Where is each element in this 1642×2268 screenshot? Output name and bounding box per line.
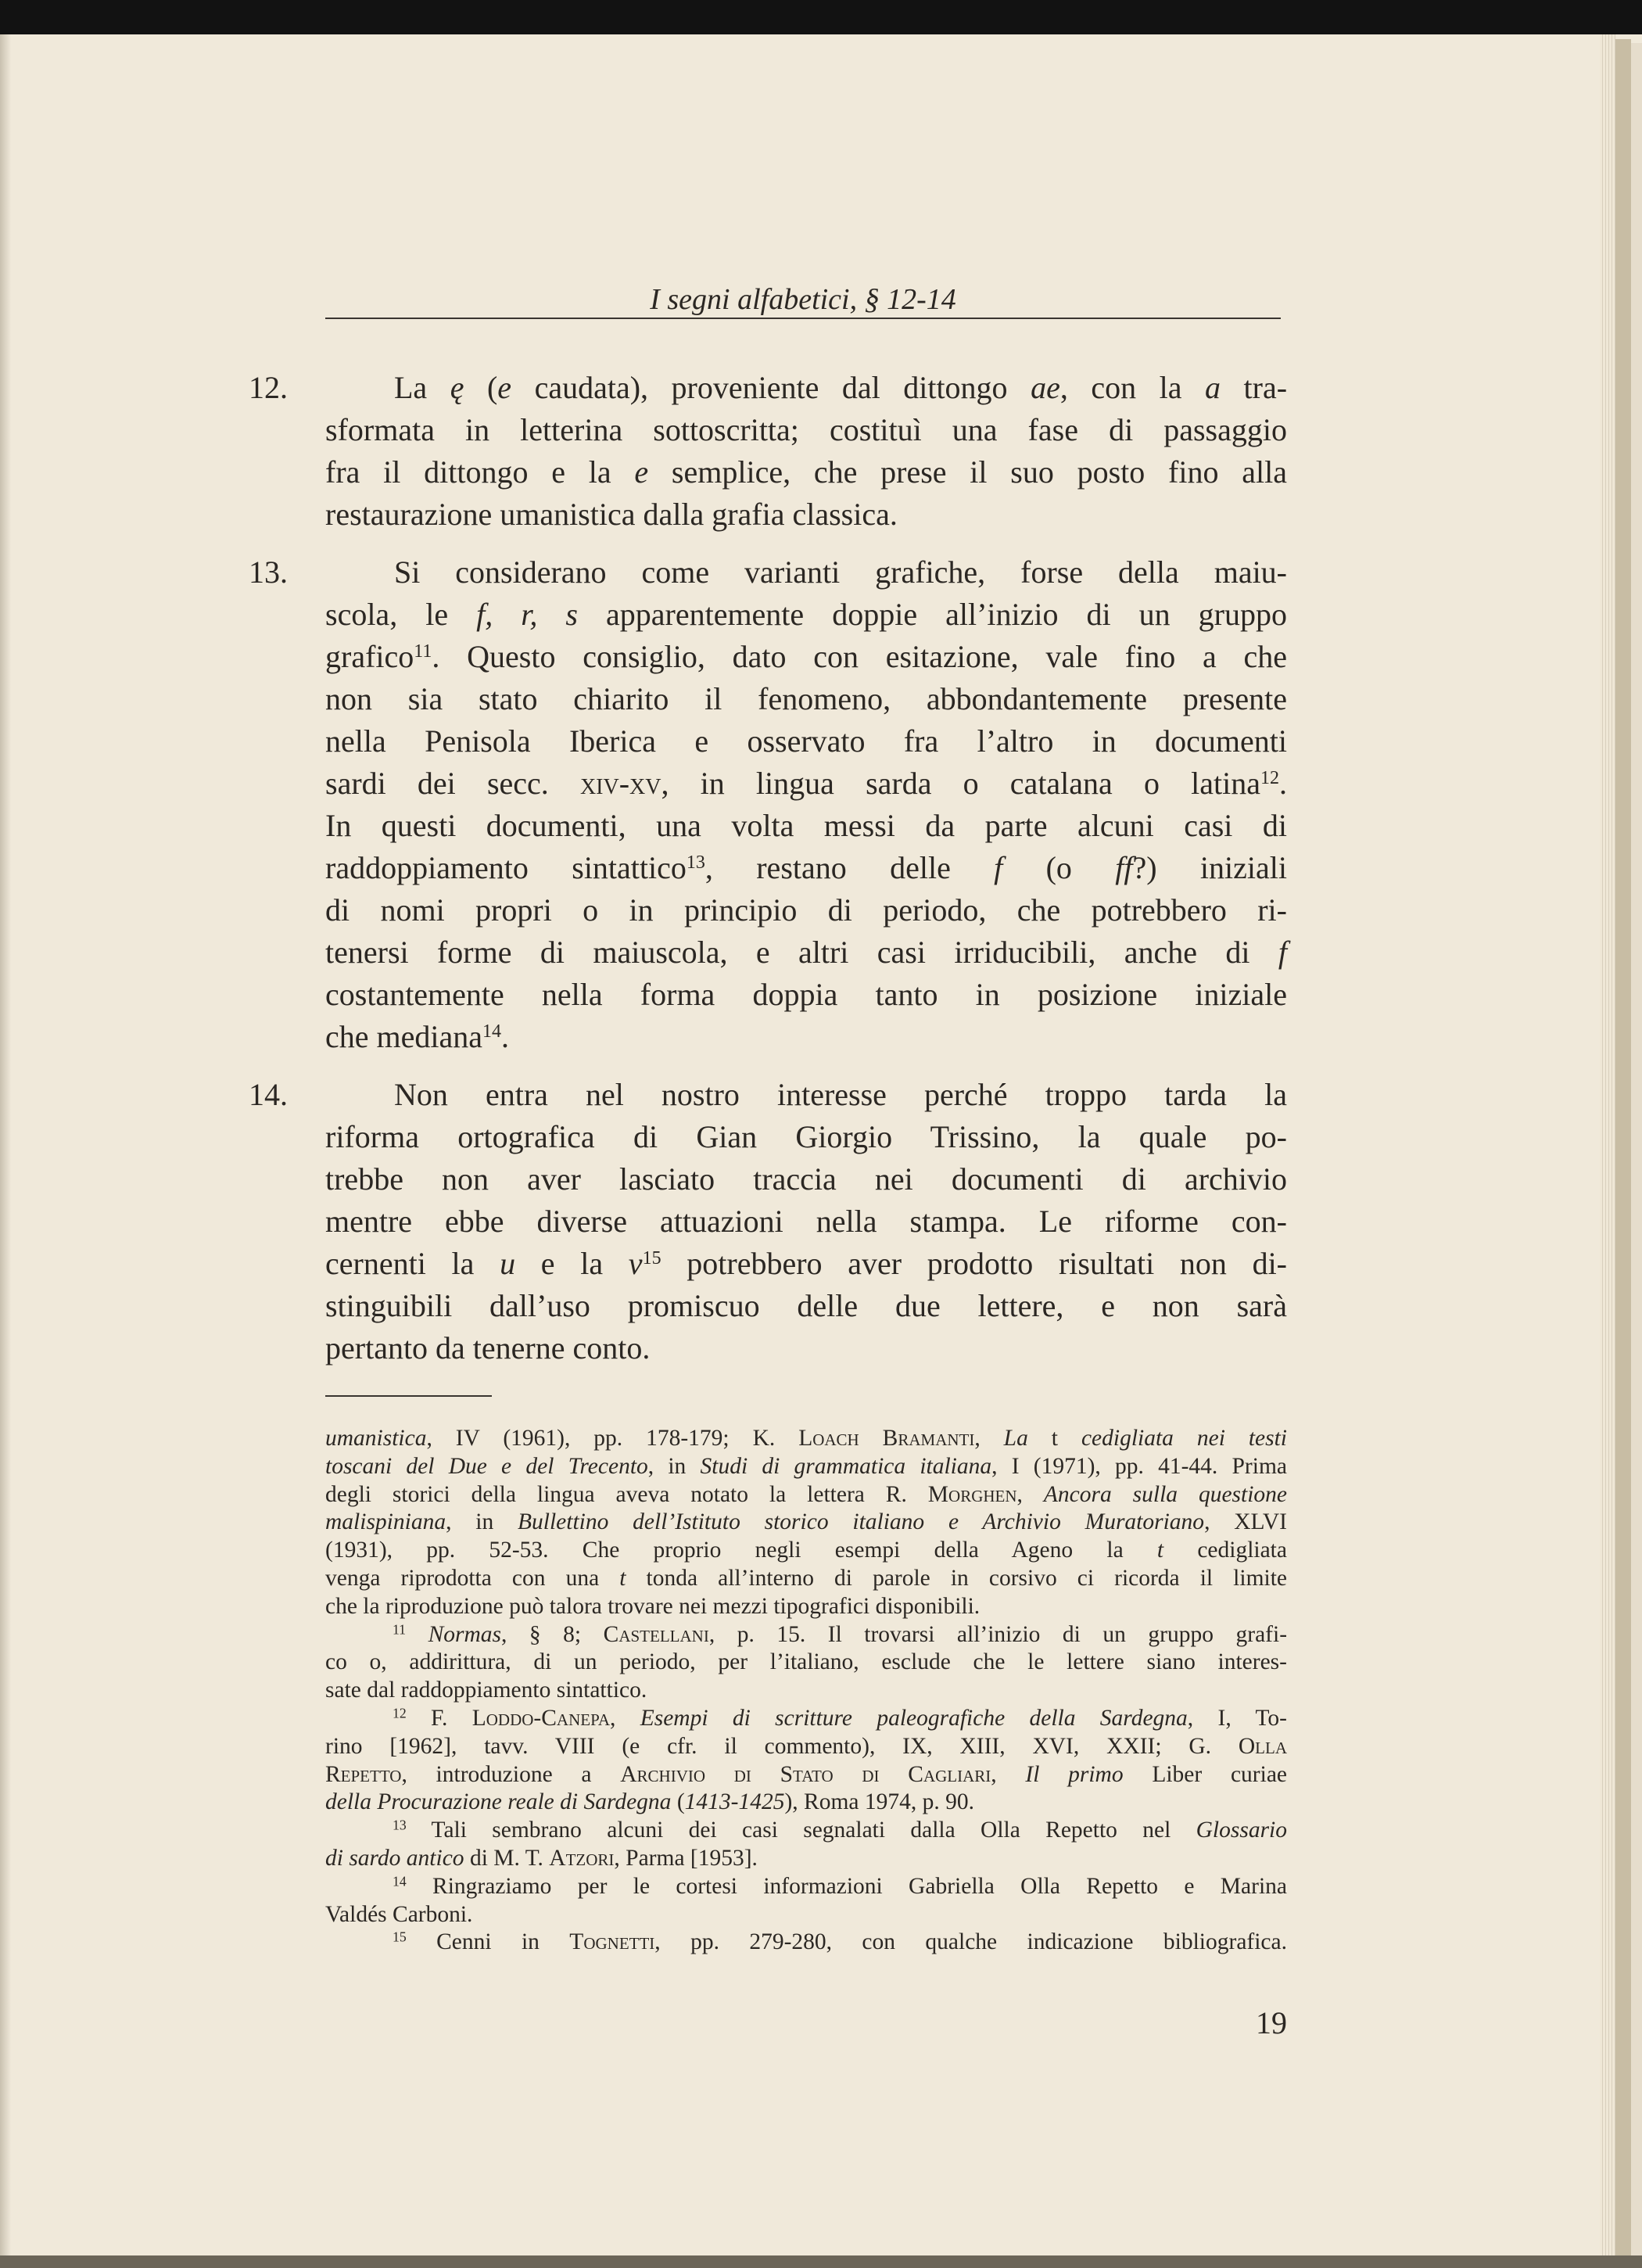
text-line (325, 1200, 1287, 1243)
text-run: , introduzione a (401, 1761, 621, 1787)
text-run: restaurazione umanistica dalla grafia classica. (325, 497, 898, 532)
paragraph-number: 14. (249, 1077, 288, 1112)
smallcaps-run: Castellani (603, 1621, 709, 1647)
footnote-line (325, 1705, 1287, 1733)
text-line (325, 1158, 1287, 1200)
footnote-ref: 15 (642, 1247, 661, 1269)
text-run: Si considerano come varianti grafiche, forse della maiu- (394, 554, 1287, 590)
smallcaps-run: Olla (1238, 1733, 1287, 1759)
italic-run: ę (450, 370, 464, 405)
italic-run: 1413-1425 (684, 1789, 785, 1815)
scan-bottom-border (0, 2255, 1642, 2268)
footnote (325, 1873, 1287, 1929)
text-line (325, 720, 1287, 763)
italic-run: ae (1031, 370, 1060, 405)
italic-run: f (994, 850, 1003, 885)
italic-run: Normas (428, 1621, 502, 1647)
text-run: stinguibili dall’uso promiscuo delle due lettere, e non sarà (325, 1288, 1287, 1323)
text-line (325, 1243, 1287, 1285)
text-run: , (974, 1426, 1004, 1451)
text-run: Cenni in (406, 1929, 570, 1955)
text-run: non sia stato chiarito il fenomeno, abbondantemente presente (325, 681, 1287, 716)
text-run: , in lingua sarda o catalana o latina (661, 766, 1260, 801)
text-run: , restano delle (704, 850, 995, 885)
text-line (325, 847, 1287, 889)
text-run: sate dal raddoppiamento sintattico. (325, 1678, 647, 1703)
text-run: Valdés Carboni. (325, 1901, 473, 1927)
footnote-line (325, 1677, 1287, 1705)
text-run: Tali sembrano alcuni dei casi segnalati dalla Olla Repetto nel (406, 1818, 1196, 1843)
italic-run: Glossario (1196, 1818, 1287, 1843)
smallcaps-run: Atzori (549, 1845, 615, 1871)
text-run: apparentemente doppie all’inizio di un gruppo (577, 597, 1287, 632)
text-run: ( (671, 1789, 685, 1815)
footnote-line (325, 1649, 1287, 1677)
italic-run: di sardo antico (325, 1845, 464, 1871)
footnote-separator (325, 1395, 492, 1397)
italic-run: Studi di grammatica italiana (700, 1453, 992, 1479)
text-run: co o, addirittura, di un periodo, per l’italiano, esclude che le lettere siano interes- (325, 1649, 1287, 1675)
text-run: ( (464, 370, 498, 405)
footnote-ref: 14 (393, 1873, 407, 1889)
paragraph-13 (249, 551, 1289, 1058)
text-run: riforma ortografica di Gian Giorgio Trissino, la quale po- (325, 1119, 1287, 1154)
text-run: , pp. 279-280, con qualche indicazione bibliografica. (654, 1929, 1287, 1955)
footnote-line (325, 1789, 1287, 1817)
page-gutter-shadow (0, 34, 11, 2255)
footnote-ref: 13 (393, 1817, 407, 1833)
text-run: ), Roma 1974, p. 90. (784, 1789, 975, 1815)
italic-run: La (1003, 1426, 1028, 1451)
footnote-line (325, 1817, 1287, 1845)
text-line (325, 594, 1287, 636)
footnote-line (325, 1537, 1287, 1565)
text-run: , in (647, 1453, 701, 1479)
footnote-line (325, 1873, 1287, 1901)
text-line (325, 493, 1287, 536)
footnote-line (325, 1929, 1287, 1957)
footnote-ref: 11 (393, 1620, 407, 1637)
text-run: , Parma [1953]. (614, 1845, 758, 1871)
text-run: (o (1002, 850, 1116, 885)
page-stack-edges (1600, 34, 1615, 2255)
text-line (325, 451, 1287, 493)
italic-run: ff (1115, 850, 1133, 885)
text-run: grafico (325, 639, 414, 674)
header-rule (325, 318, 1281, 319)
italic-run: della Procurazione reale di Sardegna (325, 1789, 672, 1815)
text-run: , XLVI (1204, 1509, 1287, 1535)
text-line (325, 1116, 1287, 1158)
text-line (325, 636, 1287, 678)
italic-run: toscani del Due e del Trecento (325, 1453, 648, 1479)
text-run: (1931), pp. 52-53. Che proprio negli esempi della Ageno la (325, 1538, 1157, 1563)
text-line (325, 367, 1287, 409)
footnote-line (325, 1733, 1287, 1761)
text-run: degli storici della lingua aveva notato la lettera R. (325, 1481, 928, 1507)
text-run: , in (446, 1509, 518, 1535)
text-run: raddoppiamento sintattico (325, 850, 687, 885)
text-run: costantemente nella forma doppia tanto in posizione iniziale (325, 977, 1287, 1012)
text-run: sformata in letterina sottoscritta; costituì una fase di passaggio (325, 412, 1287, 447)
text-run: , p. 15. Il trovarsi all’inizio di un gruppo grafi- (708, 1621, 1288, 1647)
smallcaps-run: Tognetti (569, 1929, 655, 1955)
text-line (325, 1285, 1287, 1327)
smallcaps-run: Archivio di Stato di Cagliari (620, 1761, 991, 1787)
italic-run: malispiniana (325, 1509, 446, 1535)
footnote-ref: 11 (414, 641, 432, 662)
text-run: venga riprodotta con una (325, 1565, 620, 1591)
text-run: di M. T. (464, 1845, 550, 1871)
text-run: , (610, 1705, 640, 1731)
italic-run: e (497, 370, 512, 405)
text-run: trebbe non aver lasciato traccia nei documenti di archivio (325, 1161, 1287, 1197)
paragraph-14 (249, 1074, 1289, 1369)
text-line (325, 1327, 1287, 1369)
italic-run: Ancora sulla questione (1043, 1481, 1288, 1507)
main-text (249, 367, 1289, 1385)
book-cover-outer (1631, 43, 1642, 2255)
footnote (325, 1817, 1287, 1873)
smallcaps-run: Repetto (325, 1761, 402, 1787)
footnote-line (325, 1901, 1287, 1929)
text-run (406, 1622, 428, 1647)
text-line (325, 1016, 1287, 1058)
text-run: rino [1962], tavv. VIII (e cfr. il commento), IX, XIII, XVI, XXII; G. (325, 1733, 1239, 1759)
text-run: Ringraziamo per le cortesi informazioni Gabriella Olla Repetto e Marina (406, 1873, 1287, 1899)
text-run: che mediana (325, 1019, 482, 1054)
paragraph-number: 12. (249, 370, 288, 405)
text-line (325, 974, 1287, 1016)
text-run: tonda all’interno di parole in corsivo ci ricorda il limite (626, 1565, 1288, 1591)
text-run: , I (1971), pp. 41-44. Prima (991, 1453, 1287, 1479)
text-run: t (1027, 1426, 1081, 1451)
text-run: . (501, 1019, 509, 1054)
smallcaps-run: Loach Bramanti (798, 1426, 975, 1451)
italic-run: cedigliata nei testi (1081, 1426, 1287, 1451)
text-run: Non entra nel nostro interesse perché troppo tarda la (394, 1077, 1287, 1112)
text-line (325, 678, 1287, 720)
italic-run: a (1205, 370, 1221, 405)
text-run: In questi documenti, una volta messi da parte alcuni casi di (325, 808, 1287, 843)
text-line (325, 889, 1287, 931)
smallcaps-run: xiv-xv (579, 766, 661, 801)
text-run: potrebbero aver prodotto risultati non di- (661, 1246, 1288, 1281)
footnotes (325, 1425, 1287, 1957)
footnote (325, 1929, 1287, 1957)
text-run: tenersi forme di maiuscola, e altri casi irriducibili, anche di (325, 935, 1278, 970)
italic-run: t (1156, 1538, 1164, 1563)
footnote-line (325, 1453, 1287, 1481)
text-run: cedigliata (1163, 1538, 1287, 1563)
text-line (325, 805, 1287, 847)
footnote-line (325, 1621, 1287, 1649)
italic-run: f (1278, 935, 1287, 970)
text-run: . (1279, 766, 1287, 801)
italic-run: umanistica (325, 1426, 427, 1451)
text-line (325, 409, 1287, 451)
text-line (325, 551, 1287, 594)
page-number: 19 (1256, 2005, 1287, 2040)
footnote-line (325, 1481, 1287, 1509)
footnote (325, 1425, 1287, 1621)
running-header: I segni alfabetici, § 12-14 (650, 283, 956, 316)
footnote-ref: 13 (686, 852, 705, 873)
text-line (325, 931, 1287, 974)
text-run: , IV (1961), pp. 178-179; K. (426, 1426, 799, 1451)
text-run: , (991, 1761, 1026, 1787)
text-run: , § 8; (501, 1621, 604, 1647)
paragraph-12 (249, 367, 1289, 536)
footnote-line (325, 1593, 1287, 1621)
footnote-line (325, 1565, 1287, 1593)
text-run: scola, le (325, 597, 477, 632)
footnote-ref: 15 (393, 1929, 407, 1945)
text-run: di nomi propri o in principio di periodo, che potrebbero ri- (325, 892, 1287, 928)
text-run: , I, To- (1187, 1705, 1288, 1731)
text-run: pertanto da tenerne conto. (325, 1330, 651, 1365)
footnote-line (325, 1845, 1287, 1873)
italic-run: e (634, 454, 649, 490)
text-run: mentre ebbe diverse attuazioni nella stampa. Le riforme con- (325, 1204, 1287, 1239)
italic-run: Esempi di scritture paleografiche della Sardegna (640, 1705, 1188, 1731)
footnote-ref: 12 (1260, 767, 1279, 788)
text-run: semplice, che prese il suo posto fino alla (648, 454, 1287, 490)
text-run: , con la (1059, 370, 1205, 405)
footnote-line (325, 1509, 1287, 1537)
text-run: che la riproduzione può talora trovare nei mezzi tipografici disponibili. (325, 1593, 981, 1619)
footnote (325, 1705, 1287, 1817)
text-run: sardi dei secc. (325, 766, 580, 801)
text-line (325, 763, 1287, 805)
italic-run: Bullettino dell’Istituto storico italiano e Archivio Muratoriano (518, 1509, 1205, 1535)
text-run: caudata), proveniente dal dittongo (511, 370, 1031, 405)
footnote-line (325, 1425, 1287, 1453)
text-run: e la (515, 1246, 629, 1281)
text-run: nella Penisola Iberica e osservato fra l’altro in documenti (325, 723, 1287, 759)
text-run: ?) iniziali (1132, 850, 1287, 885)
text-line (325, 1074, 1287, 1116)
smallcaps-run: Morghen (927, 1481, 1017, 1507)
text-run: F. (406, 1705, 472, 1731)
italic-run: t (619, 1565, 626, 1591)
italic-run: v (628, 1246, 643, 1281)
smallcaps-run: Loddo-Canepa (471, 1705, 611, 1731)
text-run: La (394, 370, 450, 405)
footnote (325, 1621, 1287, 1705)
italic-run: Il primo (1025, 1761, 1124, 1787)
footnote-ref: 14 (482, 1021, 501, 1042)
footnote-ref: 12 (393, 1705, 407, 1721)
text-run: . Questo consiglio, dato con esitazione, vale fino a che (432, 639, 1287, 674)
text-run: , (1016, 1481, 1044, 1507)
book-cover-edge (1615, 39, 1631, 2255)
footnote-line (325, 1761, 1287, 1789)
text-run: cernenti la (325, 1246, 500, 1281)
text-run: tra- (1221, 370, 1288, 405)
text-run: fra il dittongo e la (325, 454, 635, 490)
italic-run: u (500, 1246, 516, 1281)
scan-top-border (0, 0, 1642, 34)
text-run: Liber curiae (1123, 1761, 1288, 1787)
italic-run: f, r, s (476, 597, 578, 632)
paragraph-number: 13. (249, 554, 288, 590)
